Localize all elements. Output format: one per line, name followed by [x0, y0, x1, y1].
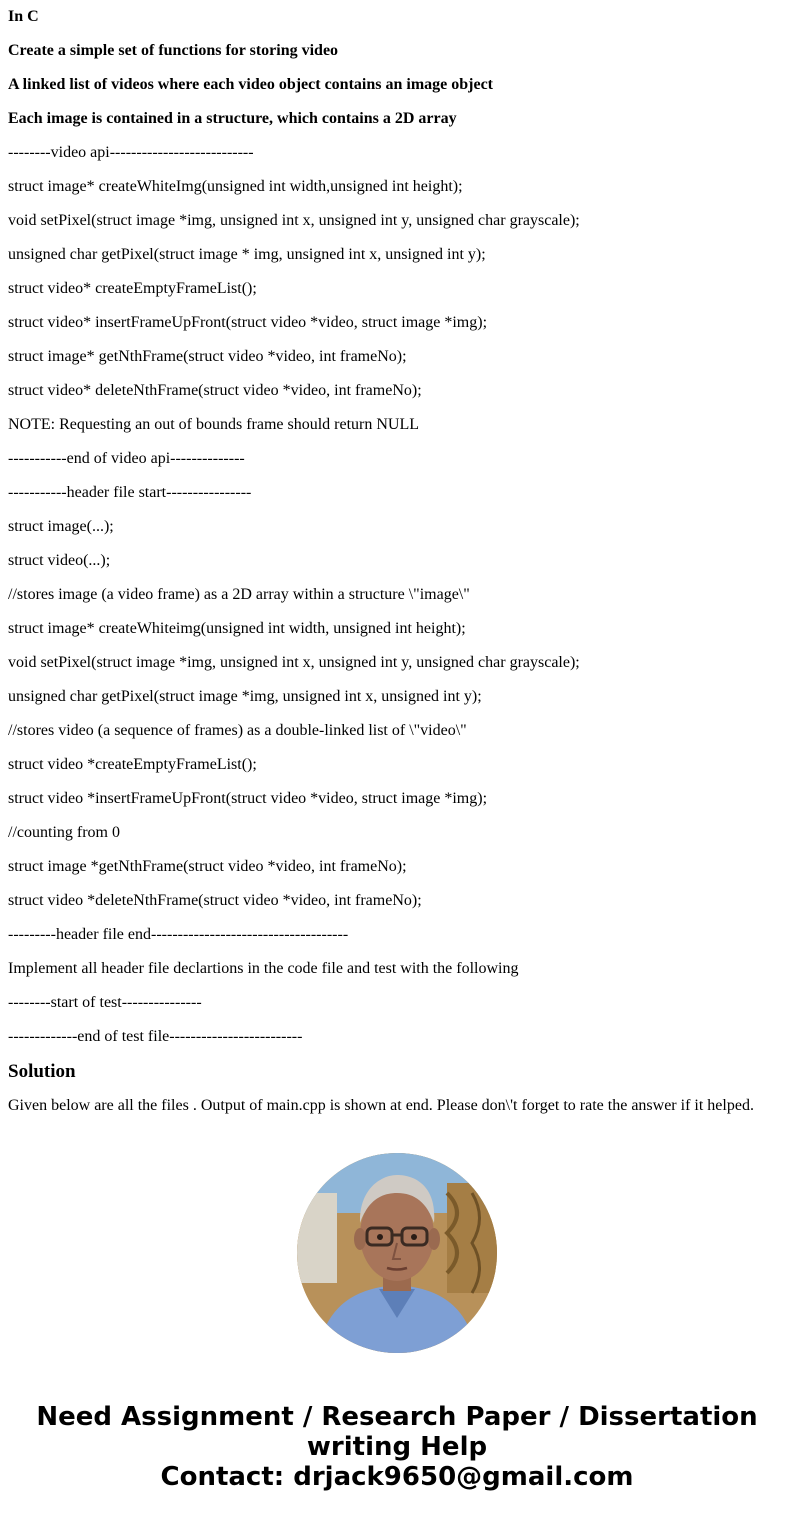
contact-email: Contact: drjack9650@gmail.com — [160, 1462, 634, 1492]
question-line: -----------end of video api-------------- — [8, 450, 245, 467]
question-line: ---------header file end------------------------------------- — [8, 926, 349, 943]
footer-line: writing Help — [306, 1432, 488, 1462]
solution-heading: Solution — [8, 1061, 76, 1082]
question-line: --------video api--------------------------- — [8, 144, 254, 161]
question-line: struct video(...); — [8, 552, 111, 569]
question-line: -------------end of test file------------------------- — [8, 1028, 303, 1045]
question-line: struct video *createEmptyFrameList(); — [8, 756, 257, 773]
question-line: struct video *insertFrameUpFront(struct video *video, struct image *img); — [8, 790, 488, 807]
author-portrait-image — [297, 1153, 497, 1353]
question-line: //stores video (a sequence of frames) as a double-linked list of \"video\" — [8, 722, 467, 739]
contact-footer — [0, 1402, 794, 1492]
question-line: unsigned char getPixel(struct image * img, unsigned int x, unsigned int y); — [8, 246, 486, 263]
intro-line: Create a simple set of functions for storing video — [8, 42, 339, 59]
question-line: struct video* insertFrameUpFront(struct video *video, struct image *img); — [8, 314, 488, 331]
question-line: NOTE: Requesting an out of bounds frame should return NULL — [8, 416, 420, 433]
question-line: void setPixel(struct image *img, unsigned int x, unsigned int y, unsigned char grayscale); — [8, 654, 580, 671]
question-line: struct video* createEmptyFrameList(); — [8, 280, 257, 297]
question-line: -----------header file start---------------- — [8, 484, 252, 501]
footer-line: Need Assignment / Research Paper / Dissertation — [36, 1402, 758, 1432]
question-line: struct image* createWhiteimg(unsigned int width, unsigned int height); — [8, 620, 466, 637]
question-line: Implement all header file declartions in the code file and test with the following — [8, 960, 519, 977]
intro-line: Each image is contained in a structure, which contains a 2D array — [8, 110, 457, 127]
question-line: struct video* deleteNthFrame(struct video *video, int frameNo); — [8, 382, 422, 399]
intro-line: A linked list of videos where each video object contains an image object — [8, 76, 494, 93]
question-line: struct image(...); — [8, 518, 114, 535]
question-line: //counting from 0 — [8, 824, 120, 841]
question-line: --------start of test--------------- — [8, 994, 202, 1011]
question-line: void setPixel(struct image *img, unsigned int x, unsigned int y, unsigned char grayscale); — [8, 212, 580, 229]
author-avatar — [297, 1153, 497, 1353]
solution-text: Given below are all the files . Output of main.cpp is shown at end. Please don\'t forget to rate the answer if it helped. — [8, 1097, 754, 1114]
question-line: struct video *deleteNthFrame(struct video *video, int frameNo); — [8, 892, 422, 909]
question-line: unsigned char getPixel(struct image *img, unsigned int x, unsigned int y); — [8, 688, 482, 705]
question-line: //stores image (a video frame) as a 2D array within a structure \"image\" — [8, 586, 470, 603]
question-line: struct image* getNthFrame(struct video *video, int frameNo); — [8, 348, 407, 365]
question-title: In C — [8, 8, 39, 25]
document-content — [8, 0, 788, 1123]
question-line: struct image* createWhiteImg(unsigned int width,unsigned int height); — [8, 178, 463, 195]
question-line: struct image *getNthFrame(struct video *video, int frameNo); — [8, 858, 407, 875]
